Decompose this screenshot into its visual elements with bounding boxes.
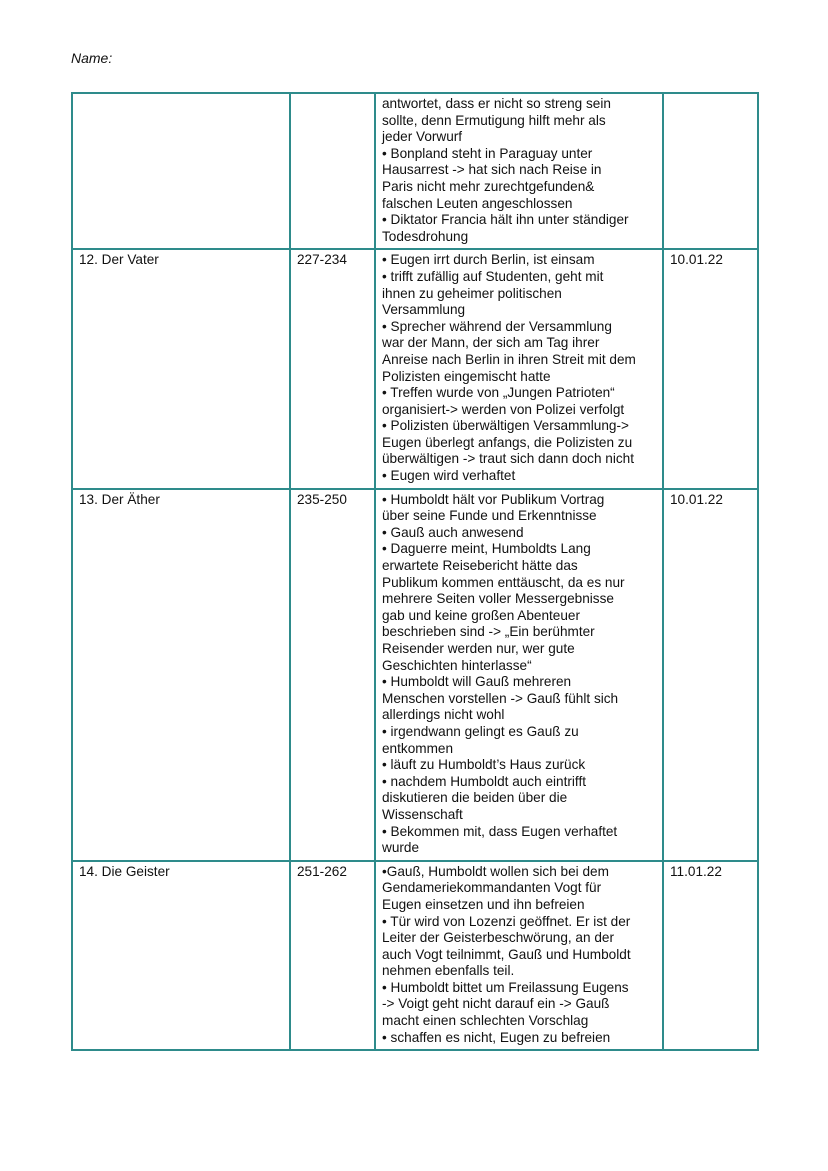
pages-cell: 235-250 (290, 489, 375, 861)
summary-cell (375, 249, 663, 488)
pages-cell (290, 93, 375, 249)
table-row (72, 93, 758, 249)
summary-text: • Humboldt hält vor Publikum Vortrag über seine Funde und Erkenntnisse • Gauß auch anwesend • Daguerre meint, Humboldts Lang erwartete Reisebericht hätte das Publikum kommen enttäuscht, da es nur mehrere Seiten voller Messergebnisse gab und keine großen Abenteuer beschrieben sind -> „Ein berühmter Reisender werden nur, wer gute Geschichten hinterlasse“ • Humboldt will Gauß mehreren Menschen vorstellen -> Gauß fühlt sich allerdings nicht wohl • irgendwann gelingt es Gauß zu entkommen • läuft zu Humboldt’s Haus zurück • nachdem Humboldt auch eintrifft diskutieren die beiden über die Wissenschaft • Bekommen mit, dass Eugen verhaftet wurde (382, 491, 625, 856)
chapter-cell: 12. Der Vater (72, 249, 290, 488)
summary-text: •Gauß, Humboldt wollen sich bei dem Gendameriekommandanten Vogt für Eugen einsetzen und ihn befreien • Tür wird von Lozenzi geöffnet. Er ist der Leiter der Geisterbeschwörung, an der auch Vogt teilnimmt, Gauß und Humboldt nehmen ebenfalls teil. • Humboldt bittet um Freilassung Eugens -> Voigt geht nicht darauf ein -> Gauß macht einen schlechten Vorschlag • schaffen es nicht, Eugen zu befreien (382, 863, 631, 1045)
date-cell: 11.01.22 (663, 861, 758, 1051)
name-label: Name: (71, 50, 113, 66)
table-row (72, 861, 758, 1051)
chapter-cell: 14. Die Geister (72, 861, 290, 1051)
chapter-cell: 13. Der Äther (72, 489, 290, 861)
chapter-summary-table (71, 92, 759, 1051)
summary-text: antwortet, dass er nicht so streng sein sollte, denn Ermutigung hilft mehr als jeder Vorwurf • Bonpland steht in Paraguay unter Hausarrest -> hat sich nach Reise in Paris nicht mehr zurechtgefunden& falschen Leuten angeschlossen • Diktator Francia hält ihn unter ständiger Todesdrohung (382, 96, 629, 244)
table-row (72, 489, 758, 861)
table-row (72, 249, 758, 488)
summary-cell (375, 489, 663, 861)
chapter-cell (72, 93, 290, 249)
summary-cell (375, 93, 663, 249)
date-cell: 10.01.22 (663, 489, 758, 861)
summary-cell (375, 861, 663, 1051)
pages-cell: 251-262 (290, 861, 375, 1051)
pages-cell: 227-234 (290, 249, 375, 488)
date-cell (663, 93, 758, 249)
date-cell: 10.01.22 (663, 249, 758, 488)
summary-text: • Eugen irrt durch Berlin, ist einsam • trifft zufällig auf Studenten, geht mit ihnen zu geheimer politischen Versammlung • Sprecher während der Versammlung war der Mann, der sich am Tag ihrer Anreise nach Berlin in ihren Streit mit dem Polizisten eingemischt hatte • Treffen wurde von „Jungen Patrioten“ organisiert-> werden von Polizei verfolgt • Polizisten überwältigen Versammlung-> Eugen überlegt anfangs, die Polizisten zu überwältigen -> traut sich dann doch nicht • Eugen wird verhaftet (382, 252, 636, 484)
